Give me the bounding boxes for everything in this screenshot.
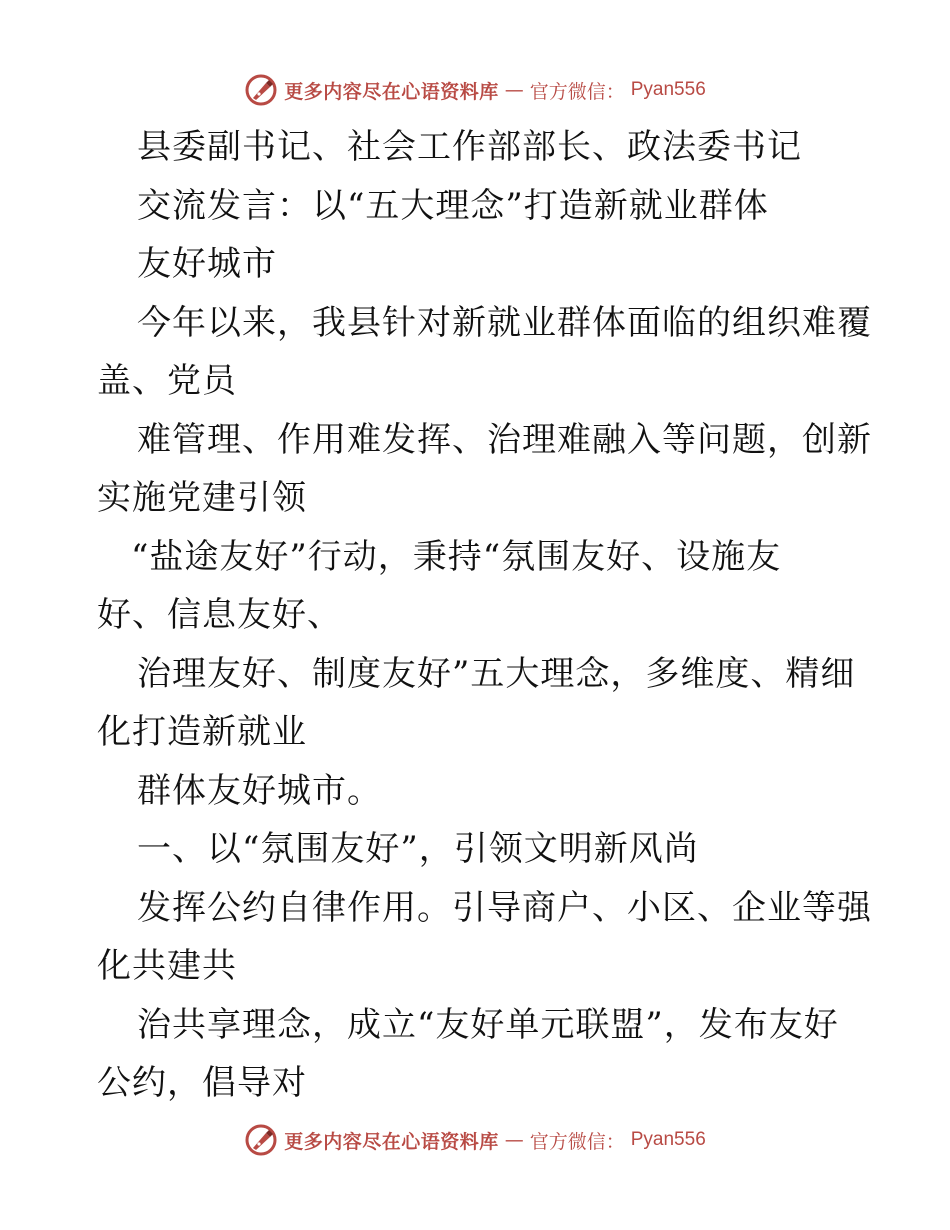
section-heading: 一、以“氛围友好”，引领文明新风尚 [137, 829, 699, 869]
banner-text: 更多内容尽在心语资料库 [284, 1130, 499, 1153]
banner-wechat-id: Pyan556 [630, 79, 706, 100]
title-line-1: 交流发言：以“五大理念”打造新就业群体 [137, 185, 769, 226]
header-banner [0, 70, 950, 110]
paragraph-line: 化共建共 [97, 946, 237, 986]
banner-wechat-label: 官方微信： [529, 80, 625, 103]
paragraph-line: 今年以来，我县针对新就业群体面临的组织难覆 [137, 302, 872, 343]
banner-wechat-label: 官方微信： [529, 1130, 625, 1153]
banner-separator: — [504, 79, 524, 101]
fountain-pen-logo-icon [244, 1123, 278, 1157]
paragraph-line: 群体友好城市。 [137, 770, 382, 811]
banner-text: 更多内容尽在心语资料库 [284, 80, 499, 103]
header-banner-content [244, 73, 706, 107]
author-line: 县委副书记、社会工作部部长、政法委书记 [137, 127, 802, 167]
footer-banner-content [244, 1123, 706, 1157]
paragraph-line: 好、信息友好、 [97, 595, 342, 635]
paragraph-line: 发挥公约自律作用。引导商户、小区、企业等强 [137, 887, 872, 928]
paragraph-line: “盐途友好”行动，秉持“氛围友好、设施友 [131, 536, 782, 577]
banner-wechat-id: Pyan556 [630, 1129, 706, 1150]
paragraph-line: 化打造新就业 [97, 712, 307, 752]
fountain-pen-logo-icon [244, 73, 278, 107]
banner-separator: — [504, 1129, 524, 1151]
paragraph-line: 实施党建引领 [97, 478, 307, 518]
paragraph-line: 治共享理念，成立“友好单元联盟”，发布友好 [137, 1004, 839, 1045]
footer-banner [0, 1120, 950, 1160]
paragraph-line: 治理友好、制度友好”五大理念，多维度、精细 [137, 653, 856, 694]
document-body [97, 118, 872, 1113]
paragraph-line: 公约，倡导对 [97, 1063, 307, 1103]
paragraph-line: 难管理、作用难发挥、治理难融入等问题，创新 [137, 419, 872, 460]
paragraph-line: 盖、党员 [97, 361, 237, 401]
title-line-2: 友好城市 [137, 244, 277, 284]
